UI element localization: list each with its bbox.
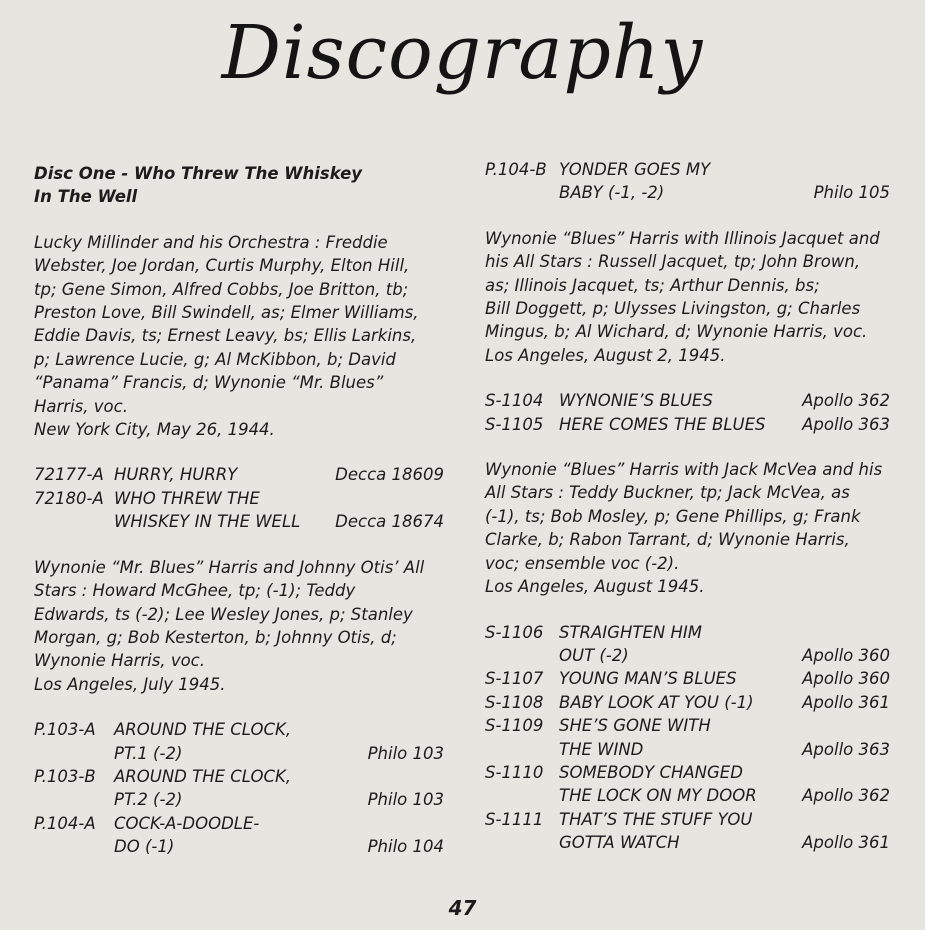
matrix-number: S-1109 xyxy=(485,716,544,736)
session-line: tp; Gene Simon, Alfred Cobbs, Joe Britton, tb; xyxy=(34,279,409,299)
track-title: HURRY, HURRY xyxy=(114,465,238,485)
session-paragraph xyxy=(485,227,890,367)
record-label: Philo 104 xyxy=(367,837,444,857)
matrix-number: S-1111 xyxy=(485,809,544,829)
matrix-number: S-1104 xyxy=(485,391,544,411)
track-title: WYNONIE’S BLUES xyxy=(559,391,713,411)
matrix-number: P.104-B xyxy=(485,160,547,179)
track-row xyxy=(34,487,444,534)
session-line: Edwards, ts (-2); Lee Wesley Jones, p; Stanley xyxy=(34,604,413,624)
matrix-number: 72180-A xyxy=(34,488,104,508)
track-row xyxy=(34,718,444,765)
matrix-number: S-1110 xyxy=(485,762,544,782)
session-line: as; Illinois Jacquet, ts; Arthur Dennis, bs; xyxy=(485,275,820,295)
session-line: (-1), ts; Bob Mosley, p; Gene Phillips, g; Frank xyxy=(485,506,861,526)
matrix-number: P.104-A xyxy=(34,813,96,833)
track-title: AROUND THE CLOCK, PT.2 (-2) xyxy=(114,766,292,810)
session-line: Wynonie Harris, voc. xyxy=(34,651,206,671)
session-line: Los Angeles, August 1945. xyxy=(485,577,705,597)
track-title: SHE’S GONE WITH THE WIND xyxy=(559,716,711,759)
record-label: Apollo 361 xyxy=(802,833,890,853)
session-line: Wynonie “Blues” Harris with Jack McVea and his xyxy=(485,460,883,480)
matrix-number: S-1106 xyxy=(485,622,544,642)
track-row xyxy=(485,714,890,761)
record-label: Apollo 363 xyxy=(802,739,890,759)
session-line: Los Angeles, August 2, 1945. xyxy=(485,345,726,365)
session-line: Wynonie “Mr. Blues” Harris and Johnny Otis’ All xyxy=(34,557,425,577)
track-row xyxy=(485,621,890,668)
session-paragraph xyxy=(485,458,890,598)
session-line: his All Stars : Russell Jacquet, tp; John Brown, xyxy=(485,252,861,272)
track-title: STRAIGHTEN HIM OUT (-2) xyxy=(559,622,702,665)
session-line: Clarke, b; Rabon Tarrant, d; Wynonie Harris, xyxy=(485,530,850,550)
track-title: THAT’S THE STUFF YOU GOTTA WATCH xyxy=(559,809,753,853)
disc-heading-line-1: Disc One - Who Threw The Whiskey xyxy=(34,164,363,183)
track-row xyxy=(34,463,444,486)
track-row xyxy=(485,389,890,412)
session-line: Bill Doggett, p; Ulysses Livingston, g; Charles xyxy=(485,299,861,319)
track-row xyxy=(485,667,890,690)
track-title: YOUNG MAN’S BLUES xyxy=(559,669,737,689)
session-line: Lucky Millinder and his Orchestra : Freddie xyxy=(34,232,388,252)
track-row xyxy=(485,808,890,855)
page-title: Discography xyxy=(221,10,704,96)
session-line: Eddie Davis, ts; Ernest Leavy, bs; Ellis Larkins, xyxy=(34,326,417,346)
session-line: New York City, May 26, 1944. xyxy=(34,420,275,440)
record-label: Apollo 361 xyxy=(802,692,890,712)
session-line: All Stars : Teddy Buckner, tp; Jack McVea, as xyxy=(485,483,850,503)
record-label: Apollo 360 xyxy=(802,669,890,689)
record-label: Apollo 362 xyxy=(802,786,890,806)
matrix-number: S-1108 xyxy=(485,692,544,712)
session-line: Preston Love, Bill Swindell, as; Elmer Williams, xyxy=(34,303,419,323)
track-row xyxy=(34,765,444,812)
record-label: Decca 18609 xyxy=(335,465,444,485)
session-line: Morgan, g; Bob Kesterton, b; Johnny Otis, d; xyxy=(34,627,397,647)
session-line: Mingus, b; Al Wichard, d; Wynonie Harris, voc. xyxy=(485,322,868,342)
record-label: Philo 105 xyxy=(813,183,890,203)
record-label: Philo 103 xyxy=(367,790,444,810)
record-label: Apollo 362 xyxy=(802,391,890,411)
session-line: Wynonie “Blues” Harris with Illinois Jacquet and xyxy=(485,228,880,248)
session-line: Webster, Joe Jordan, Curtis Murphy, Elton Hill, xyxy=(34,256,410,276)
session-paragraph xyxy=(34,231,444,442)
matrix-number: S-1105 xyxy=(485,414,544,434)
session-paragraph xyxy=(34,556,444,696)
track-row xyxy=(485,158,890,205)
session-line: voc; ensemble voc (-2). xyxy=(485,553,680,573)
track-row xyxy=(485,761,890,808)
matrix-number: 72177-A xyxy=(34,465,104,485)
track-title: YONDER GOES MY BABY (-1, -2) xyxy=(559,160,711,203)
record-label: Apollo 363 xyxy=(802,414,890,434)
session-line: Harris, voc. xyxy=(34,396,128,416)
track-title: AROUND THE CLOCK, PT.1 (-2) xyxy=(114,720,292,763)
record-label: Apollo 360 xyxy=(802,645,890,665)
matrix-number: P.103-B xyxy=(34,766,96,786)
disc-heading-line-2: In The Well xyxy=(34,187,138,207)
right-column xyxy=(485,158,890,855)
track-title: HERE COMES THE BLUES xyxy=(559,414,766,434)
track-row xyxy=(485,413,890,436)
record-label: Decca 18674 xyxy=(335,512,444,532)
matrix-number: S-1107 xyxy=(485,669,544,689)
track-title: BABY LOOK AT YOU (-1) xyxy=(559,692,754,712)
track-title: SOMEBODY CHANGED THE LOCK ON MY DOOR xyxy=(559,762,757,806)
track-row xyxy=(34,812,444,859)
left-column xyxy=(34,162,444,859)
matrix-number: P.103-A xyxy=(34,720,96,740)
session-line: Los Angeles, July 1945. xyxy=(34,674,226,694)
session-line: Stars : Howard McGhee, tp; (-1); Teddy xyxy=(34,581,356,601)
track-row xyxy=(485,691,890,714)
track-title: COCK-A-DOODLE- DO (-1) xyxy=(114,813,260,857)
session-line: “Panama” Francis, d; Wynonie “Mr. Blues” xyxy=(34,373,384,393)
record-label: Philo 103 xyxy=(367,743,444,763)
page-number: 47 xyxy=(448,896,477,920)
session-line: p; Lawrence Lucie, g; Al McKibbon, b; David xyxy=(34,349,396,369)
track-title: WHO THREW THE WHISKEY IN THE WELL xyxy=(114,488,301,532)
